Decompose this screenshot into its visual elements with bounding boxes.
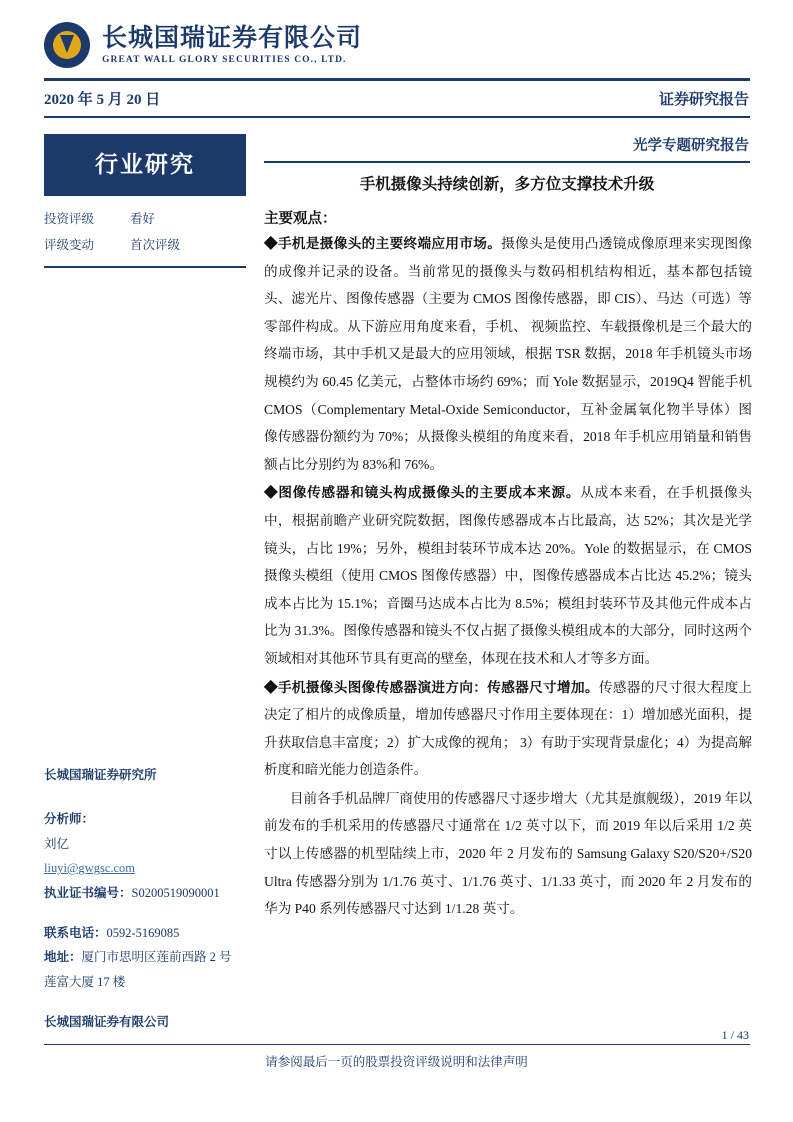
- report-type-label: 证券研究报告: [658, 92, 749, 108]
- table-row: [44, 205, 246, 231]
- paragraph-text: 从成本来看，在手机摄像头中，根据前瞻产业研究院数据，图像传感器成本占比最高，达 52%；其次是光学镜头，占比 19%；另外，模组封装环节成本达 20%。Yole 的数据显示，在 CMOS 摄像头模组（使用 CMOS 图像传感器）中，图像传感器成本占比达 45.2%；镜头成本占比为 15.1%；音圈马达成本占比为 8.5%；模组封装环节及其他元件成本占比为 31.3%。图像传感器和镜头不仅占据了摄像头模组成本的大部分，同时这两个领域相对其他环节具有更高的壁垒，体现在技术和人才等多方面。: [264, 485, 753, 666]
- rating-value: 首次评级: [130, 238, 181, 252]
- address-line-2: 莲富大厦 17 楼: [44, 974, 126, 989]
- header-divider-secondary: [44, 116, 750, 118]
- paragraph: [264, 479, 752, 672]
- rating-table: [44, 205, 246, 257]
- phone-number: 0592-5169085: [106, 925, 180, 940]
- page-number: 1 / 43: [721, 1028, 749, 1042]
- paragraph-lead: ◆手机是摄像头的主要终端应用市场。: [264, 236, 502, 251]
- footer-divider: [44, 1044, 750, 1045]
- analyst-info-block: [44, 763, 259, 1034]
- paragraph-text: 目前各手机品牌厂商使用的传感器尺寸逐步增大（尤其是旗舰级），2019 年以前发布的手机采用的传感器尺寸通常在 1/2 英寸以下，而 2019 年以后采用 1/2 英寸以上传感器的机型陆续上市，2020 年 2 月发布的 Samsung Galaxy S20/S20+/S20 Ultra 传感器分别为 1/1.76 英寸、1/1.76 英寸、1/1.33 英寸，而 2020 年 2 月发布的华为 P40 系列传感器尺寸达到 1/1.28 英寸。: [264, 790, 752, 917]
- shield-logo-icon: [44, 22, 90, 68]
- spacer: [44, 994, 259, 1010]
- industry-research-label: 行业研究: [95, 152, 195, 177]
- company-footer-name: 长城国瑞证券有限公司: [44, 1015, 170, 1029]
- analyst-name: 刘亿: [44, 836, 70, 851]
- page-title: 手机摄像头持续创新，多方位支撑技术升级: [359, 176, 655, 193]
- company-logo: [44, 22, 362, 68]
- table-row: [44, 231, 246, 257]
- report-date: 2020 年 5 月 20 日: [44, 92, 161, 108]
- license-label: 执业证书编号：: [44, 885, 132, 900]
- company-name-en: GREAT WALL GLORY SECURITIES CO., LTD.: [102, 55, 347, 66]
- rating-value: 看好: [130, 212, 156, 226]
- address-line-1: 厦门市思明区莲前西路 2 号: [81, 950, 232, 965]
- spacer: [44, 905, 259, 921]
- logo-text: [102, 25, 362, 66]
- research-institute-name: 长城国瑞证券研究所: [44, 768, 157, 782]
- address-label: 地址：: [44, 950, 82, 965]
- analyst-label: 分析师：: [44, 812, 95, 827]
- paragraph: [264, 674, 752, 784]
- main-points-heading: 主要观点：: [264, 211, 337, 227]
- paragraph: [264, 230, 752, 478]
- paragraph-text: 传感器的尺寸很大程度上决定了相片的成像质量，增加传感器尺寸作用主要体现在：1）增加感光面积，提升获取信息丰富度；2）扩大成像的视角； 3）有助于实现背景虚化；4）为提高解析度和暗光能力创造条件。: [264, 679, 752, 778]
- paragraph-lead: ◆图像传感器和镜头构成摄像头的主要成本来源。: [264, 485, 581, 501]
- special-topic-label: 光学专题研究报告: [633, 138, 749, 154]
- company-name-cn: 长城国瑞证券有限公司: [102, 24, 363, 52]
- report-body: [264, 230, 752, 924]
- main-title-divider: [264, 161, 750, 163]
- industry-research-banner: [44, 134, 246, 196]
- footer-disclaimer: 请参阅最后一页的股票投资评级说明和法律声明: [265, 1055, 528, 1069]
- license-number: S0200519090001: [131, 885, 220, 900]
- rating-table-divider: [44, 266, 246, 268]
- rating-label: 投资评级: [44, 212, 95, 226]
- header-divider: [44, 78, 750, 81]
- analyst-email-link[interactable]: liuyi@gwgsc.com: [44, 861, 136, 876]
- phone-label: 联系电话：: [44, 925, 107, 940]
- paragraph-lead: ◆手机摄像头图像传感器演进方向：传感器尺寸增加。: [264, 679, 599, 695]
- rating-label: 评级变动: [44, 238, 95, 252]
- paragraph: [264, 785, 752, 923]
- paragraph-text: 摄像头是使用凸透镜成像原理来实现图像的成像并记录的设备。当前常见的摄像头与数码相机结构相近，基本都包括镜头、滤光片、图像传感器（主要为 CMOS 图像传感器，即 CIS）、马达（可选）等零部件构成。从下游应用角度来看，手机、 视频监控、车载摄像机是三个最大的终端市场，其中手机又是最大的应用领域，根据 TSR 数据，2018 年手机镜头市场规模约为 60.45 亿美元，占整体市场约 69%；而 Yole 数据显示，2019Q4 智能手机 CMOS（Complementary Metal-Oxide Semiconductor，互补金属氧化物半导体）图像传感器份额约为 70%；从摄像头模组的角度来看，2018 年手机应用销量和销售额占比分别约为 83%和 76%。: [264, 236, 752, 472]
